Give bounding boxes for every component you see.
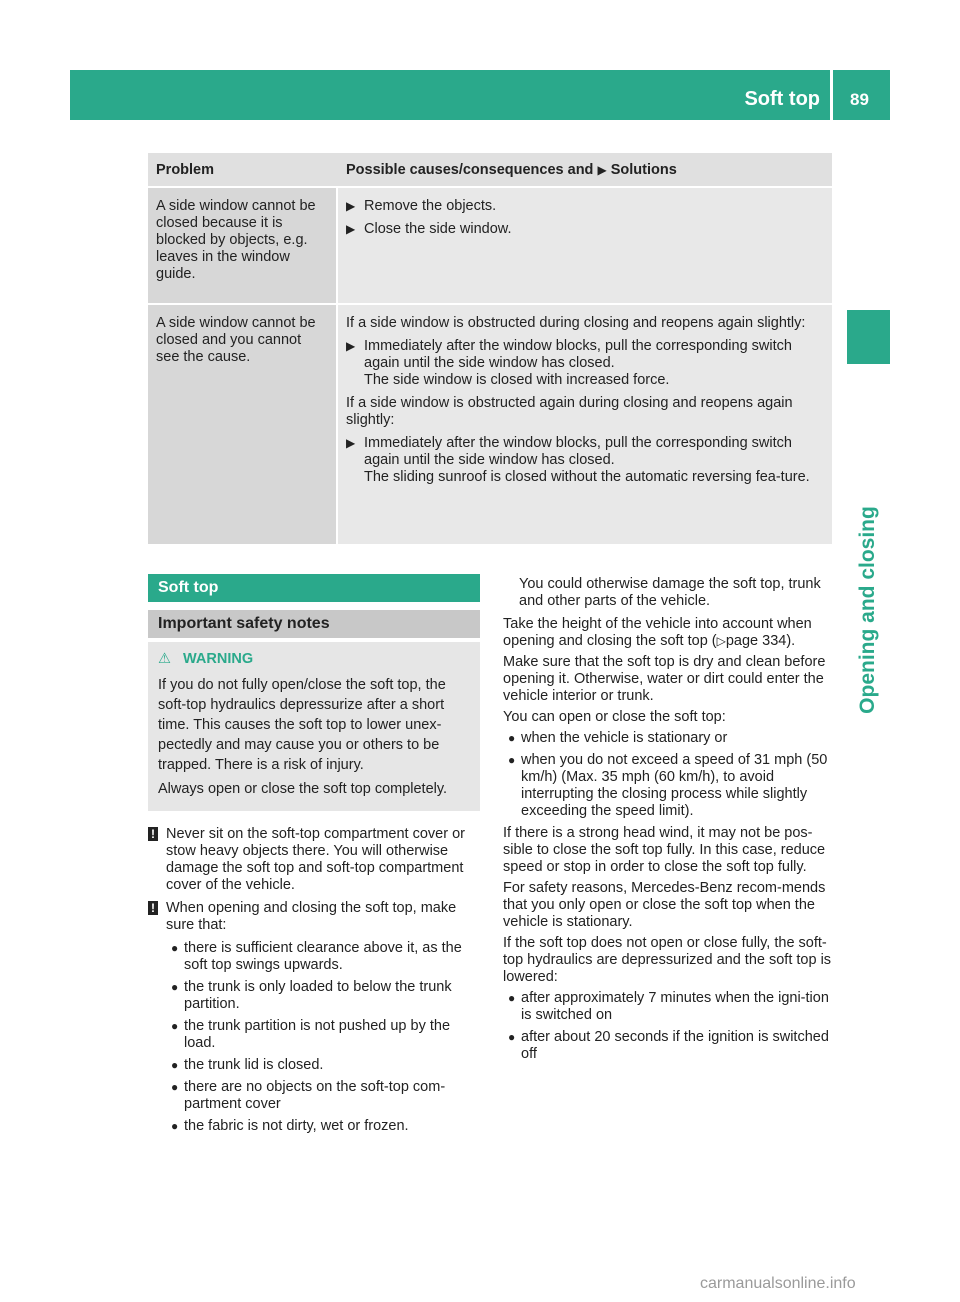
step-text: Immediately after the window blocks, pull the corresponding switch again until the side window has closed. — [364, 338, 792, 371]
list-item — [503, 730, 833, 747]
triangle-right-icon: ▶ — [346, 436, 356, 450]
warning-text: Always open or close the soft top completely. — [158, 781, 448, 797]
triangle-right-icon: ▶ — [346, 339, 356, 353]
paragraph: If there is a strong head wind, it may not be pos-sible to close the soft top fully. In this case, reduce speed or stop in order to close the soft top fully. — [503, 825, 826, 875]
list-item — [166, 1018, 480, 1052]
list-item-text: after about 20 seconds if the ignition is switched off — [521, 1029, 829, 1062]
footer-watermark: carmanualsonline.info — [700, 1275, 856, 1292]
triangle-right-icon: ▶ — [346, 222, 356, 236]
list-item-text: there is sufficient clearance above it, as the soft top swings upwards. — [184, 940, 462, 973]
section-heading — [148, 574, 480, 602]
warning-text: If you do not fully open/close the soft top, the soft-top hydraulics depressurize after a short time. This causes the soft top to lower unex-pectedly and may cause you or others to be trapped. There is a risk of injury. — [158, 677, 446, 773]
paragraph: For safety reasons, Mercedes-Benz recom-mends that you only open or close the soft top when the vehicle is stationary. — [503, 880, 826, 930]
table-header-causes: Possible causes/consequences and — [346, 162, 594, 178]
header-divider — [830, 70, 833, 120]
note-text: When opening and closing the soft top, make sure that: — [166, 900, 457, 933]
bullet-icon: ● — [171, 1019, 179, 1033]
condition-text: If a side window is obstructed again during closing and reopens again slightly: — [346, 395, 793, 428]
bullet-icon: ● — [171, 941, 179, 955]
action-step — [346, 435, 824, 486]
problem-cell: A side window cannot be closed and you cannot see the cause. — [148, 305, 338, 544]
list-item — [503, 1029, 833, 1063]
list-item — [503, 752, 833, 820]
bullet-icon: ● — [171, 1080, 179, 1094]
list-item-text: the trunk is only loaded to below the trunk partition. — [184, 979, 452, 1012]
section-title: Soft top — [158, 579, 219, 596]
note-continuation: You could otherwise damage the soft top, trunk and other parts of the vehicle. — [519, 576, 821, 609]
action-step — [346, 338, 824, 389]
paragraph-text: ). — [786, 633, 796, 649]
step-text: Close the side window. — [364, 221, 512, 237]
list-item — [166, 979, 480, 1013]
page-reference-icon: ▷ — [716, 634, 726, 648]
list-item — [503, 990, 833, 1024]
warning-heading — [158, 649, 253, 669]
list-item-text: there are no objects on the soft-top com-partment cover — [184, 1079, 446, 1112]
warning-body — [158, 675, 476, 803]
list-item-text: the fabric is not dirty, wet or frozen. — [184, 1118, 409, 1134]
problem-cell: A side window cannot be closed because it is blocked by objects, e.g. leaves in the window guide. — [148, 188, 338, 305]
page-number: 89 — [850, 90, 869, 109]
caution-note — [148, 900, 480, 934]
list-item-text: when you do not exceed a speed of 31 mph (50 km/h) (Max. 35 mph (60 km/h), to avoid interrupting the closing process while slightly exceeding the speed limit). — [521, 752, 828, 819]
problem-table — [148, 153, 832, 544]
exclamation-icon: ! — [148, 901, 158, 915]
exclamation-icon: ! — [148, 827, 158, 841]
page-reference[interactable]: page 334 — [725, 633, 787, 649]
solution-cell — [338, 305, 832, 544]
triangle-right-icon: ▶ — [597, 163, 607, 177]
bullet-icon: ● — [508, 991, 516, 1005]
table-header-solutions-label: Solutions — [610, 162, 677, 178]
list-item — [166, 940, 480, 974]
side-tab-marker — [847, 310, 890, 364]
paragraph: Make sure that the soft top is dry and clean before opening it. Otherwise, water or dirt could enter the vehicle interior or trunk. — [503, 654, 826, 704]
list-item-text: the trunk partition is not pushed up by the load. — [184, 1018, 451, 1051]
condition-text: If a side window is obstructed during closing and reopens again slightly: — [346, 315, 806, 331]
warning-box — [148, 642, 480, 811]
step-text: Immediately after the window blocks, pull the corresponding switch again until the side window has closed. — [364, 435, 792, 468]
list-item — [166, 1118, 480, 1135]
table-header-solutions — [338, 153, 832, 188]
caution-note — [148, 826, 480, 894]
page-header — [70, 70, 890, 120]
side-chapter-label: Opening and closing — [856, 506, 879, 714]
list-item-text: after approximately 7 minutes when the igni-tion is switched on — [521, 990, 829, 1023]
list-item-text: when the vehicle is stationary or — [521, 730, 728, 746]
list-item — [166, 1079, 480, 1113]
left-column — [148, 826, 480, 1140]
paragraph — [503, 616, 833, 650]
list-item — [166, 1057, 480, 1074]
step-text: Remove the objects. — [364, 198, 497, 214]
subsection-heading — [148, 610, 480, 638]
paragraph-text: Take the height of the vehicle into account when opening and closing the soft top ( — [503, 616, 812, 649]
note-text: Never sit on the soft-top compartment cover or stow heavy objects there. You will otherwise damage the soft top and soft-top compartment cover of the vehicle. — [166, 826, 465, 893]
paragraph: You can open or close the soft top: — [503, 709, 726, 725]
bullet-icon: ● — [171, 980, 179, 994]
step-result: The side window is closed with increased force. — [364, 372, 670, 388]
table-row — [148, 305, 832, 544]
action-step — [346, 198, 824, 215]
bullet-icon: ● — [508, 753, 516, 767]
list-item-text: the trunk lid is closed. — [184, 1057, 324, 1073]
bullet-icon: ● — [171, 1119, 179, 1133]
warning-triangle-icon: ⚠ — [158, 651, 171, 667]
action-step — [346, 221, 824, 238]
header-title: Soft top — [744, 88, 820, 110]
subsection-title: Important safety notes — [158, 615, 330, 632]
right-column — [503, 576, 833, 1068]
step-result: The sliding sunroof is closed without the automatic reversing fea-ture. — [364, 469, 810, 485]
paragraph: If the soft top does not open or close fully, the soft-top hydraulics are depressurized and the soft top is lowered: — [503, 935, 832, 985]
bullet-icon: ● — [171, 1058, 179, 1072]
triangle-right-icon: ▶ — [346, 199, 356, 213]
bullet-icon: ● — [508, 731, 516, 745]
bullet-icon: ● — [508, 1030, 516, 1044]
solution-cell — [338, 188, 832, 305]
table-row — [148, 188, 832, 305]
warning-label: WARNING — [183, 651, 254, 667]
table-header-problem: Problem — [148, 153, 338, 188]
